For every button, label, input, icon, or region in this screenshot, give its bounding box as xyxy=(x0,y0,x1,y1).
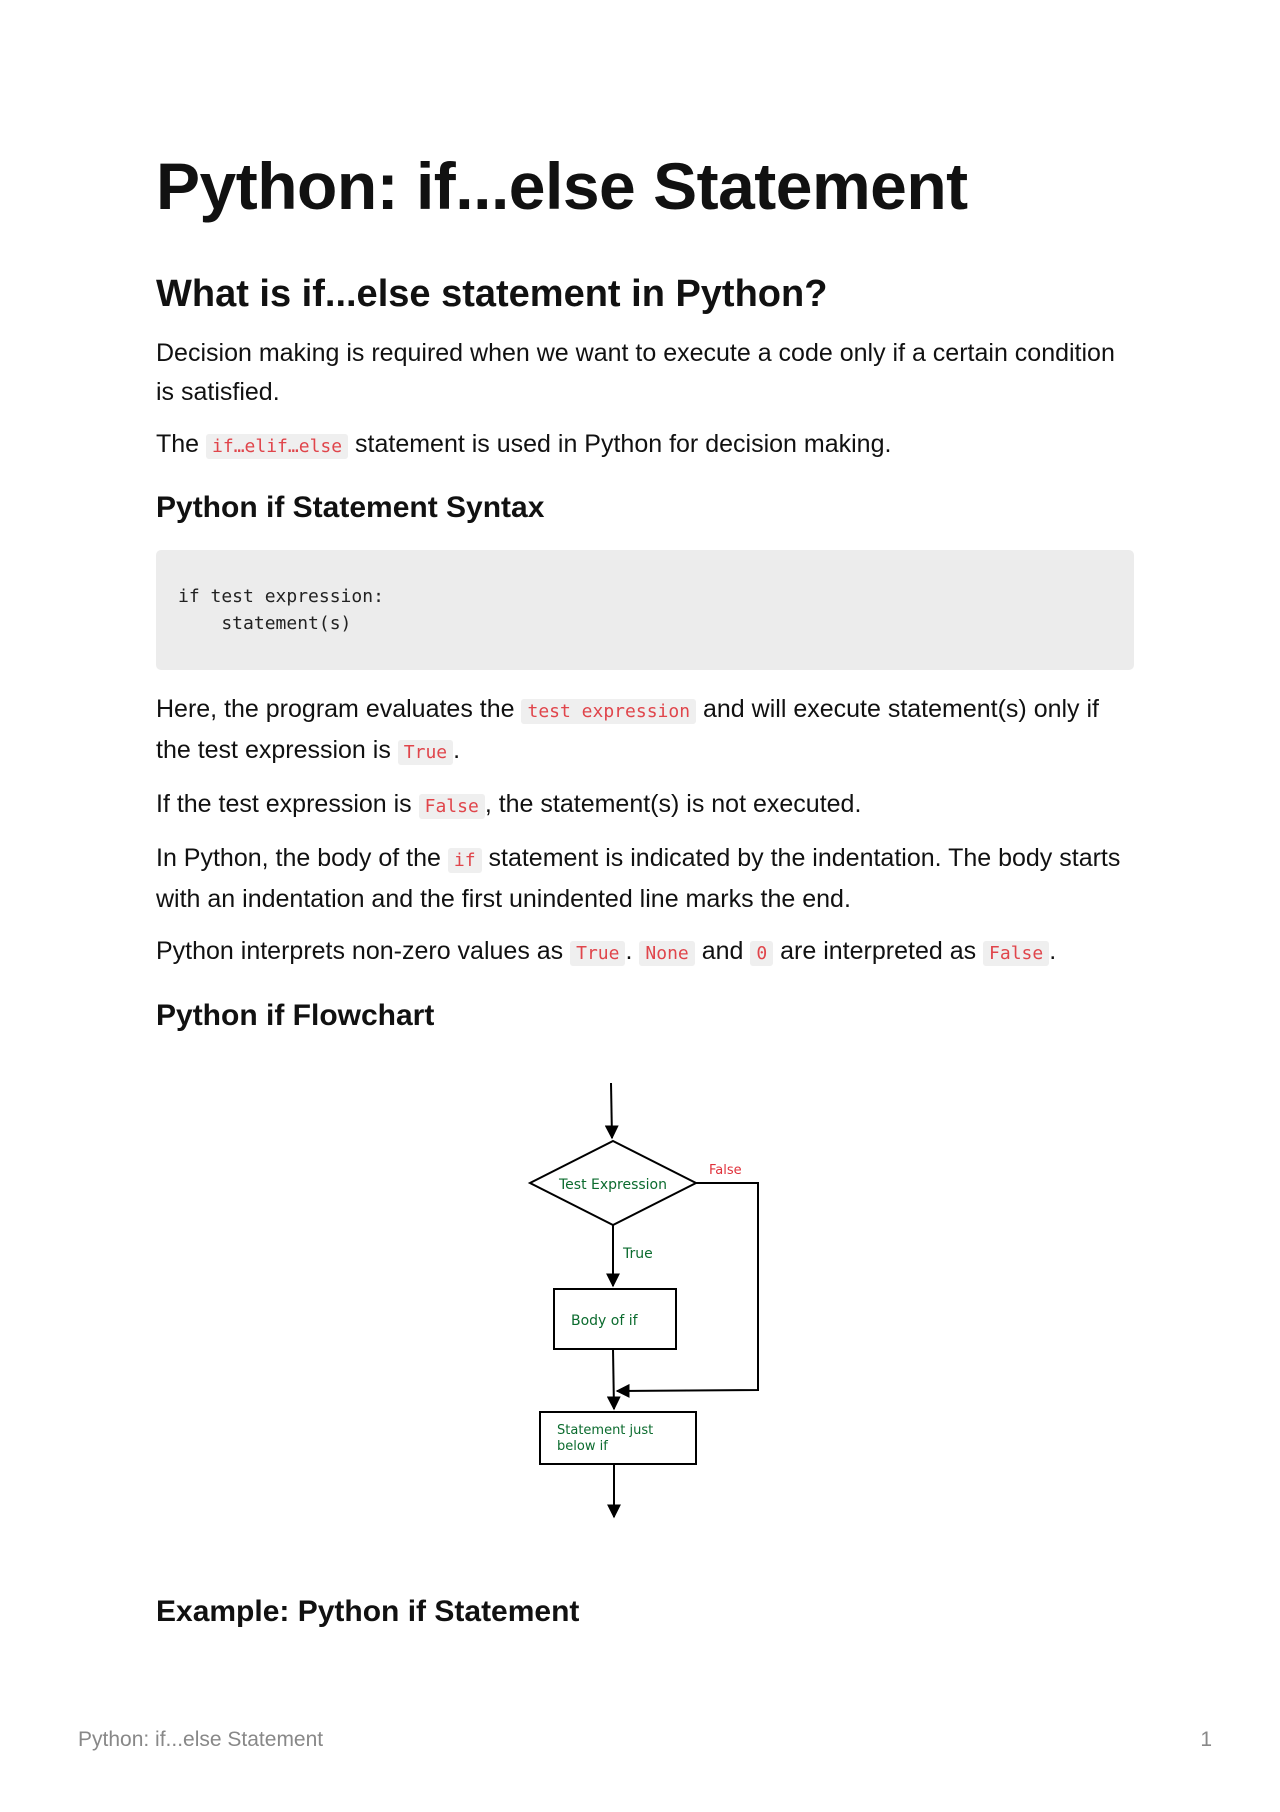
flow-after-box xyxy=(540,1412,696,1464)
code-block-syntax: if test expression: statement(s) xyxy=(156,550,1134,670)
page-title: Python: if...else Statement xyxy=(156,149,968,223)
paragraph-decision-making: Decision making is required when we want to execute a code only if a certain condition is satisfied. xyxy=(156,339,1115,407)
footer-document-title: Python: if...else Statement xyxy=(78,1728,324,1751)
flow-entry-arrow xyxy=(611,1083,612,1138)
inline-code: False xyxy=(983,941,1049,966)
flow-body-label: Body of if xyxy=(571,1313,638,1330)
inline-code: False xyxy=(419,794,485,819)
section-heading-example: Example: Python if Statement xyxy=(156,1595,580,1629)
inline-code: True xyxy=(398,740,453,765)
inline-code: True xyxy=(570,941,625,966)
inline-code: if…elif…else xyxy=(206,434,348,459)
paragraph-false-case: If the test expression is False , the statement(s) is not executed. xyxy=(156,789,862,818)
document-page xyxy=(156,150,1134,1654)
inline-code: None xyxy=(639,941,694,966)
section-heading-flowchart: Python if Flowchart xyxy=(156,998,435,1032)
if-flowchart xyxy=(156,1083,1134,1543)
flow-decision-label: Test Expression xyxy=(558,1177,668,1194)
section-heading-syntax: Python if Statement Syntax xyxy=(156,491,545,525)
paragraph-if-elif-else: The if…elif…else statement is used in Python for decision making. xyxy=(156,430,892,459)
section-heading-what-is: What is if...else statement in Python? xyxy=(156,272,828,315)
inline-code: 0 xyxy=(750,941,773,966)
flow-true-label: True xyxy=(623,1246,653,1263)
inline-code: test expression xyxy=(521,699,696,724)
flow-false-label: False xyxy=(709,1163,742,1179)
flow-false-path xyxy=(617,1183,758,1391)
flow-after-label-line1: Statement just xyxy=(557,1423,654,1439)
paragraph-indentation: In Python, the body of the if statement is indicated by the indentation. The body starts with an indentation and the first unindented line marks the end. xyxy=(156,843,1121,913)
paragraph-truthiness: Python interprets non-zero values as True . None and 0 are interpreted as False . xyxy=(156,936,1057,965)
flow-after-label-line2: below if xyxy=(557,1439,608,1455)
footer-page-number: 1 xyxy=(1200,1728,1212,1751)
paragraph-evaluates: Here, the program evaluates the test expression and will execute statement(s) only if the test expression is True . xyxy=(156,694,1100,764)
inline-code: if xyxy=(448,848,482,873)
flow-body-exit-arrow xyxy=(613,1349,614,1409)
